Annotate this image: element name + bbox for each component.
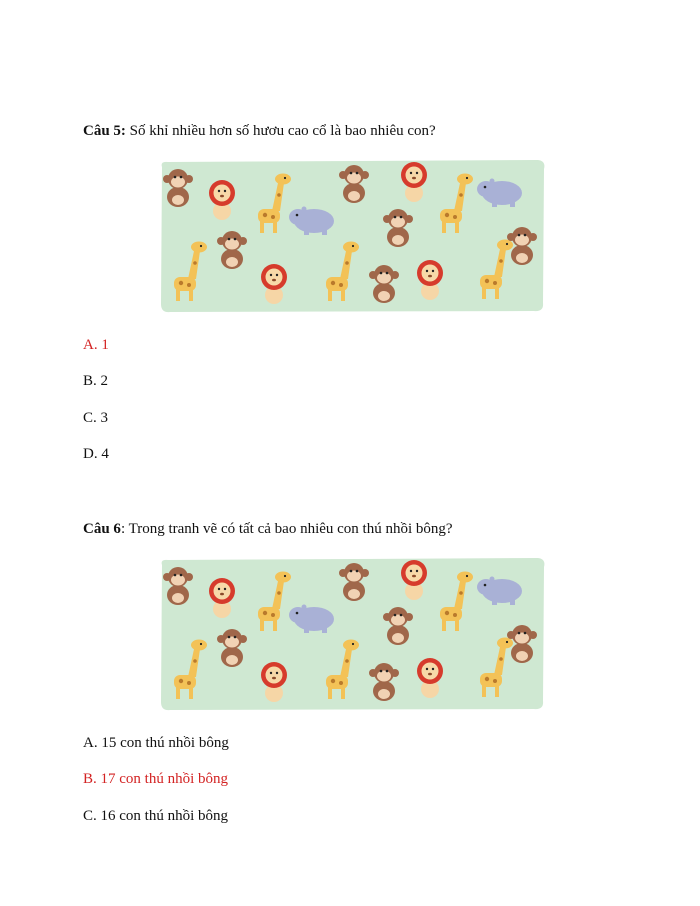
question-6-option-c[interactable]: C. 16 con thú nhồi bông [83,808,228,824]
question-6 [83,520,453,538]
question-5-picture [158,159,546,313]
question-6-text: : Trong tranh vẽ có tất cả bao nhiêu con thú nhồi bông? [120,521,453,537]
question-6-number: Câu 6 [83,521,121,537]
question-5-option-c[interactable]: C. 3 [83,410,109,426]
question-6-option-a[interactable]: A. 15 con thú nhồi bông [83,735,229,751]
question-5-number: Câu 5: [83,123,126,139]
question-5-option-d[interactable]: D. 4 [83,446,109,462]
question-5-option-b[interactable]: B. 2 [83,373,109,389]
stuffed-toys-illustration [158,159,546,313]
question-6-option-b[interactable]: B. 17 con thú nhồi bông [83,771,228,787]
question-6-picture [158,557,546,711]
question-5-option-a[interactable]: A. 1 [83,337,109,353]
stuffed-toys-illustration [158,557,546,711]
question-5 [83,122,436,140]
question-5-text: Số khỉ nhiều hơn số hươu cao cổ là bao nhiêu con? [125,123,436,139]
